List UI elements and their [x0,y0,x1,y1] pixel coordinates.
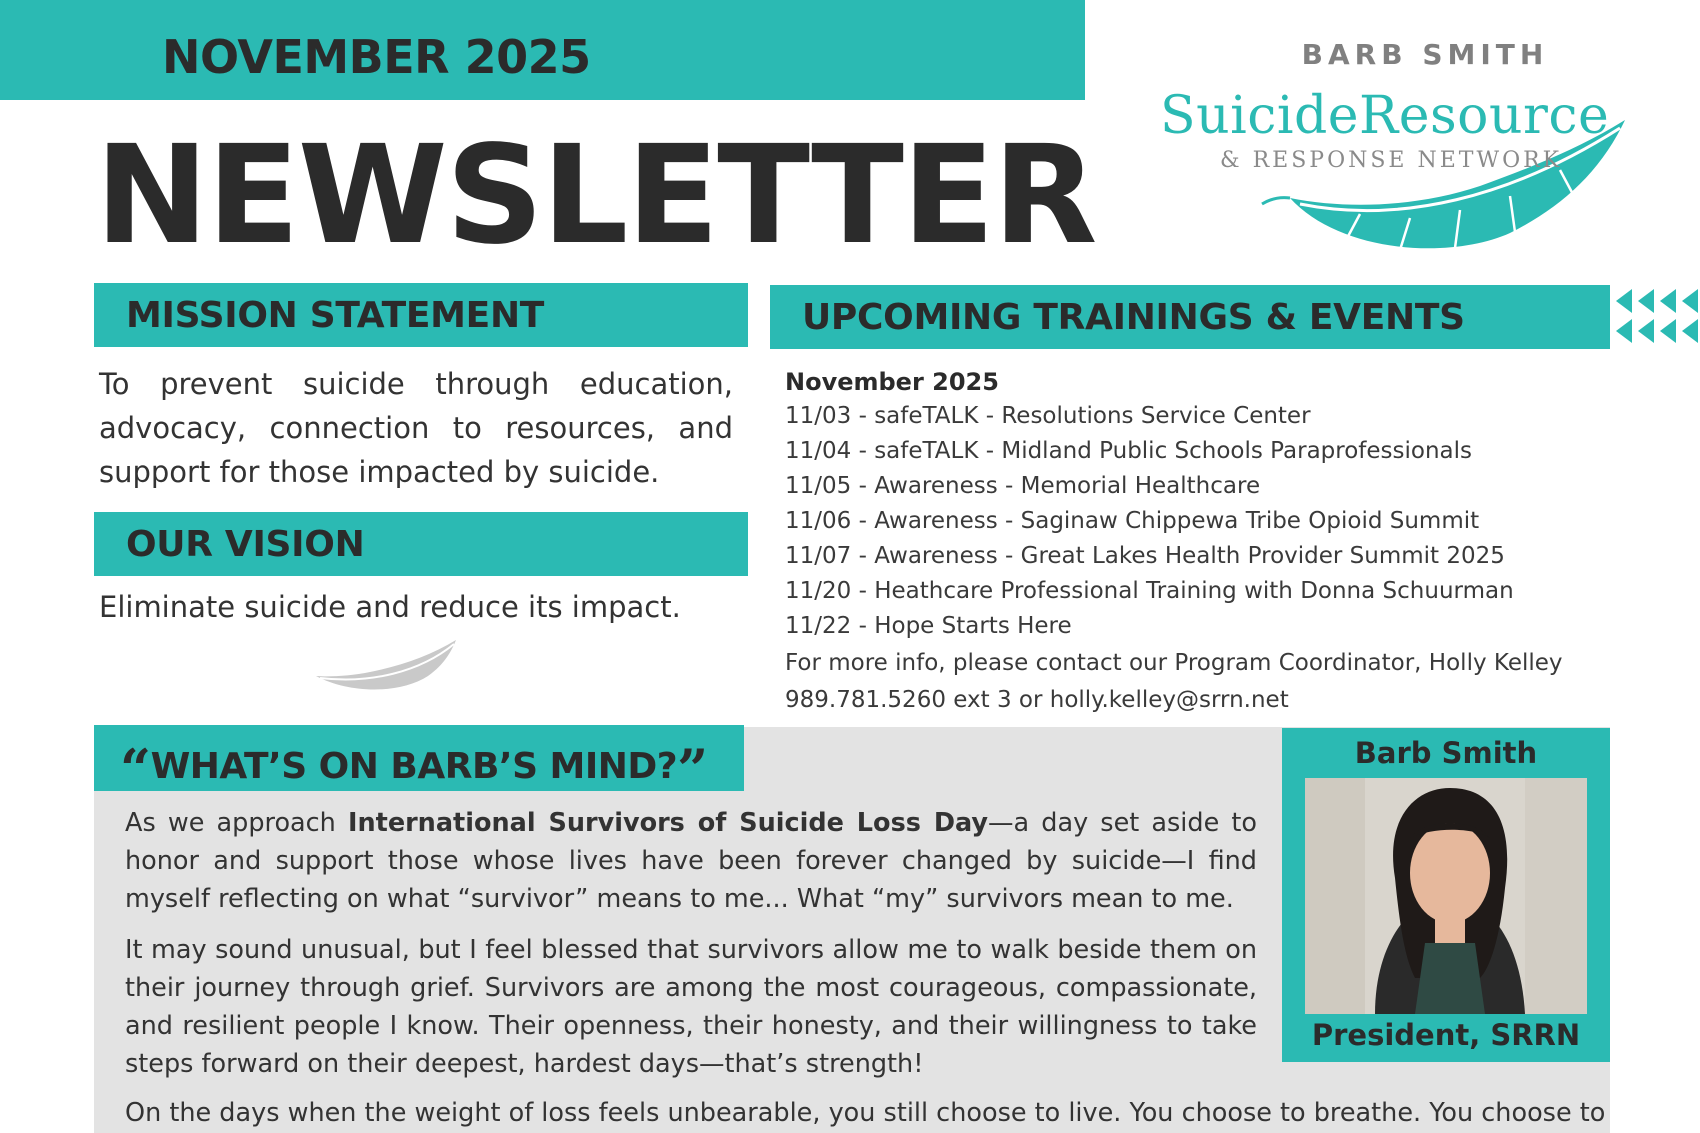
events-list [785,366,1665,718]
event-item: 11/22 - Hope Starts Here [785,613,1072,639]
profile-photo [1305,778,1587,1014]
logo-name: SuicideResource [1160,86,1610,146]
letter-paragraph: On the days when the weight of loss feels unbearable, you still choose to live. You choose to breathe. You choose to [125,1098,1606,1128]
newsletter-month: NOVEMBER 2025 [162,30,591,84]
arrow-pattern-icon [1612,287,1700,347]
vision-heading-bar [94,512,748,576]
event-item: 11/07 - Awareness - Great Lakes Health Provider Summit 2025 [785,543,1505,569]
events-heading: UPCOMING TRAININGS & EVENTS [802,297,1465,338]
close-quote-icon: ” [677,737,708,801]
events-month: November 2025 [785,368,999,396]
srrn-logo [1150,28,1670,268]
event-item: 11/20 - Heathcare Professional Training with Donna Schuurman [785,578,1514,604]
contact-line: For more info, please contact our Program Coordinator, Holly Kelley [785,650,1563,676]
mission-heading-bar [94,283,748,347]
logo-top-text: BARB SMITH [1301,38,1549,71]
event-item: 11/03 - safeTALK - Resolutions Service Center [785,403,1311,429]
event-item: 11/06 - Awareness - Saginaw Chippewa Tribe Opioid Summit [785,508,1480,534]
portrait-image [1305,778,1587,1014]
letter-paragraph [125,804,1257,918]
vision-text: Eliminate suicide and reduce its impact. [99,590,681,624]
mission-text: To prevent suicide through education, advocacy, connection to resources, and support for those impacted by suicide. [99,367,733,489]
newsletter-title: NEWSLETTER [95,117,1096,275]
mission-heading: MISSION STATEMENT [126,295,545,336]
mind-heading [120,737,708,801]
profile-name: Barb Smith [1354,736,1538,770]
mind-heading-bar [94,725,744,801]
profile-card [1282,728,1610,1062]
letter-emphasis: International Survivors of Suicide Loss Day [347,808,989,838]
contact-details: 989.781.5260 ext 3 or holly.kelley@srrn.net [785,687,1289,713]
event-item: 11/04 - safeTALK - Midland Public Schools Paraprofessionals [785,438,1473,464]
events-heading-bar [770,285,1610,349]
feather-icon [310,636,460,696]
mind-heading-text: WHAT’S ON BARB’S MIND? [150,746,678,787]
vision-heading: OUR VISION [126,524,365,565]
letter-text: As we approach [125,808,348,838]
letter-paragraph: It may sound unusual, but I feel blessed that survivors allow me to walk beside them on their journey through grief. Survivors are among the most courageous, compassionate, and resilient people I know. Their openness, their honesty, and their willingness to take steps forward on their deepest, hardest days—that’s strength! [125,935,1257,1079]
event-item: 11/05 - Awareness - Memorial Healthcare [785,473,1261,499]
open-quote-icon: “ [120,737,151,801]
profile-role: President, SRRN [1311,1018,1581,1052]
letter-text: —a day set aside to honor and support those whose lives have been forever changed by suicide—I find myself reflecting on what “survivor” means to me... What “my” survivors mean to me. [125,808,1257,914]
logo-subtitle: & RESPONSE NETWORK [1220,148,1563,173]
